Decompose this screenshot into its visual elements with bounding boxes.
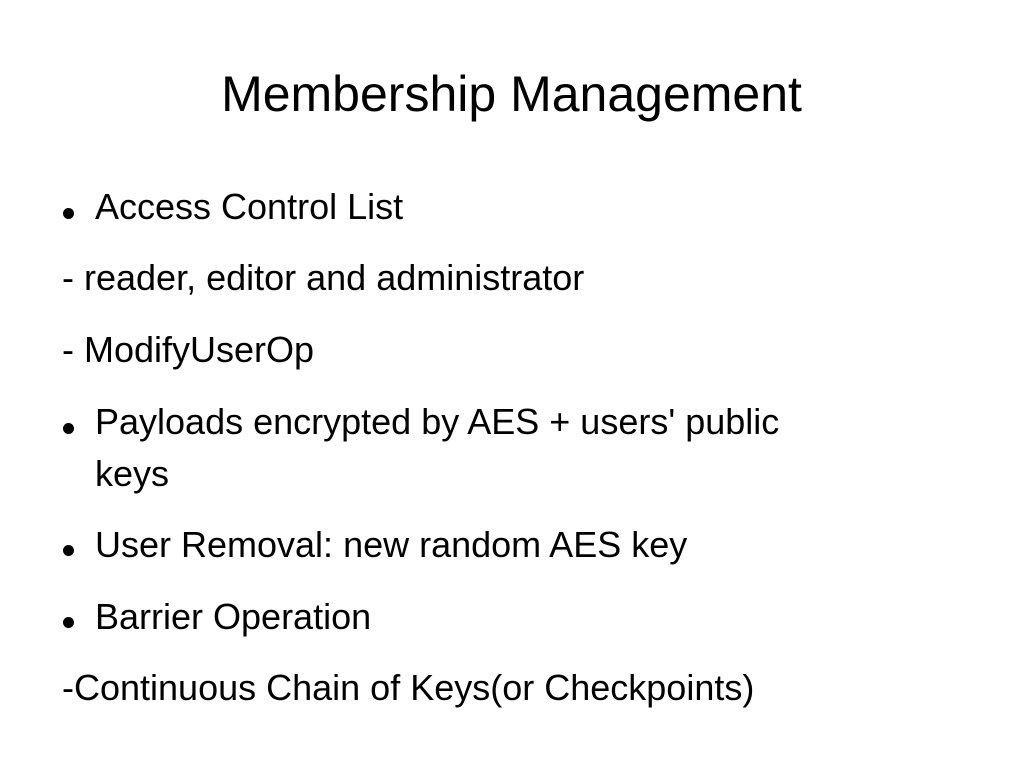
bullet-point-icon (63, 617, 74, 628)
list-item: User Removal: new random AES key (95, 524, 688, 565)
slide-title: Membership Management (221, 66, 802, 122)
sub-item: -Continuous Chain of Keys(or Checkpoints) (62, 667, 755, 708)
bullet-point-icon (63, 545, 74, 556)
list-item-continuation: keys (95, 453, 170, 494)
bullet-point-icon (63, 423, 74, 434)
list-item: Access Control List (95, 186, 404, 227)
sub-item: - ModifyUserOp (62, 329, 315, 370)
list-item: Barrier Operation (95, 596, 372, 637)
sub-item: - reader, editor and administrator (62, 257, 585, 298)
list-item: Payloads encrypted by AES + users' public (95, 401, 780, 442)
bullet-point-icon (63, 208, 74, 219)
